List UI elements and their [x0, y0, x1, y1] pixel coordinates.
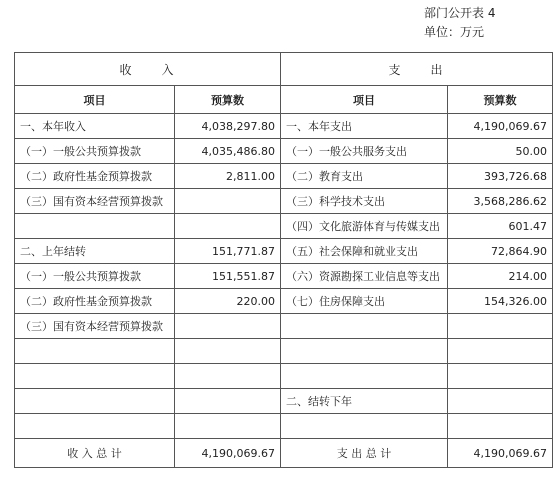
expense-item-cell: （五）社会保障和就业支出	[281, 239, 448, 264]
expense-amount-header: 预算数	[448, 86, 553, 114]
table-row	[15, 189, 553, 214]
section-header-row	[15, 53, 553, 86]
income-amount-cell: 151,771.87	[175, 239, 281, 264]
income-amount-cell	[175, 214, 281, 239]
table-row	[15, 339, 553, 364]
form-number: 部门公开表 4	[424, 6, 496, 20]
expense-section-title: 支 出	[281, 53, 553, 86]
income-amount-cell	[175, 364, 281, 389]
expense-amount-cell	[448, 364, 553, 389]
income-amount-cell: 220.00	[175, 289, 281, 314]
table-row	[15, 389, 553, 414]
table-row	[15, 264, 553, 289]
income-amount-cell	[175, 414, 281, 439]
expense-item-cell	[281, 414, 448, 439]
income-item-cell: （二）政府性基金预算拨款	[15, 164, 175, 189]
expense-amount-cell: 601.47	[448, 214, 553, 239]
income-item-cell: （二）政府性基金预算拨款	[15, 289, 175, 314]
expense-amount-cell: 4,190,069.67	[448, 114, 553, 139]
income-item-cell	[15, 339, 175, 364]
expense-item-cell: （四）文化旅游体育与传媒支出	[281, 214, 448, 239]
expense-item-cell: 一、本年支出	[281, 114, 448, 139]
income-item-header: 项目	[15, 86, 175, 114]
table-row	[15, 289, 553, 314]
totals-row	[15, 439, 553, 468]
income-item-cell	[15, 389, 175, 414]
expense-amount-cell: 214.00	[448, 264, 553, 289]
income-item-cell: （三）国有资本经营预算拨款	[15, 189, 175, 214]
expense-amount-cell	[448, 414, 553, 439]
income-total-label: 收 入 总 计	[15, 439, 175, 468]
column-header-row	[15, 86, 553, 114]
income-amount-cell: 151,551.87	[175, 264, 281, 289]
income-amount-cell: 4,035,486.80	[175, 139, 281, 164]
expense-amount-cell: 393,726.68	[448, 164, 553, 189]
income-amount-cell	[175, 389, 281, 414]
expense-item-cell: （七）住房保障支出	[281, 289, 448, 314]
expense-amount-cell	[448, 339, 553, 364]
income-item-cell	[15, 414, 175, 439]
expense-item-cell: （六）资源勘探工业信息等支出	[281, 264, 448, 289]
expense-item-cell	[281, 339, 448, 364]
table-row	[15, 314, 553, 339]
expense-item-cell: （三）科学技术支出	[281, 189, 448, 214]
income-section-title: 收 入	[15, 53, 281, 86]
expense-amount-cell	[448, 314, 553, 339]
expense-amount-cell: 154,326.00	[448, 289, 553, 314]
expense-total-label: 支 出 总 计	[281, 439, 448, 468]
income-amount-cell	[175, 314, 281, 339]
expense-amount-cell: 3,568,286.62	[448, 189, 553, 214]
income-amount-cell: 2,811.00	[175, 164, 281, 189]
income-item-cell: （三）国有资本经营预算拨款	[15, 314, 175, 339]
table-row	[15, 214, 553, 239]
expense-amount-cell: 50.00	[448, 139, 553, 164]
expense-amount-cell	[448, 389, 553, 414]
table-row	[15, 139, 553, 164]
expense-item-cell: 二、结转下年	[281, 389, 448, 414]
income-amount-header: 预算数	[175, 86, 281, 114]
income-item-cell	[15, 214, 175, 239]
expense-item-cell: （一）一般公共服务支出	[281, 139, 448, 164]
expense-item-cell: （二）教育支出	[281, 164, 448, 189]
expense-item-header: 项目	[281, 86, 448, 114]
expense-item-cell	[281, 314, 448, 339]
table-row	[15, 164, 553, 189]
unit-label: 单位：万元	[424, 25, 485, 39]
table-row	[15, 364, 553, 389]
income-item-cell: （一）一般公共预算拨款	[15, 139, 175, 164]
income-item-cell	[15, 364, 175, 389]
income-amount-cell: 4,038,297.80	[175, 114, 281, 139]
expense-item-cell	[281, 364, 448, 389]
income-item-cell: 一、本年收入	[15, 114, 175, 139]
income-total-amount: 4,190,069.67	[175, 439, 281, 468]
income-item-cell: （一）一般公共预算拨款	[15, 264, 175, 289]
table-row	[15, 114, 553, 139]
table-row	[15, 239, 553, 264]
expense-amount-cell: 72,864.90	[448, 239, 553, 264]
budget-table	[14, 52, 553, 468]
income-amount-cell	[175, 189, 281, 214]
income-amount-cell	[175, 339, 281, 364]
table-row	[15, 414, 553, 439]
income-item-cell: 二、上年结转	[15, 239, 175, 264]
expense-total-amount: 4,190,069.67	[448, 439, 553, 468]
